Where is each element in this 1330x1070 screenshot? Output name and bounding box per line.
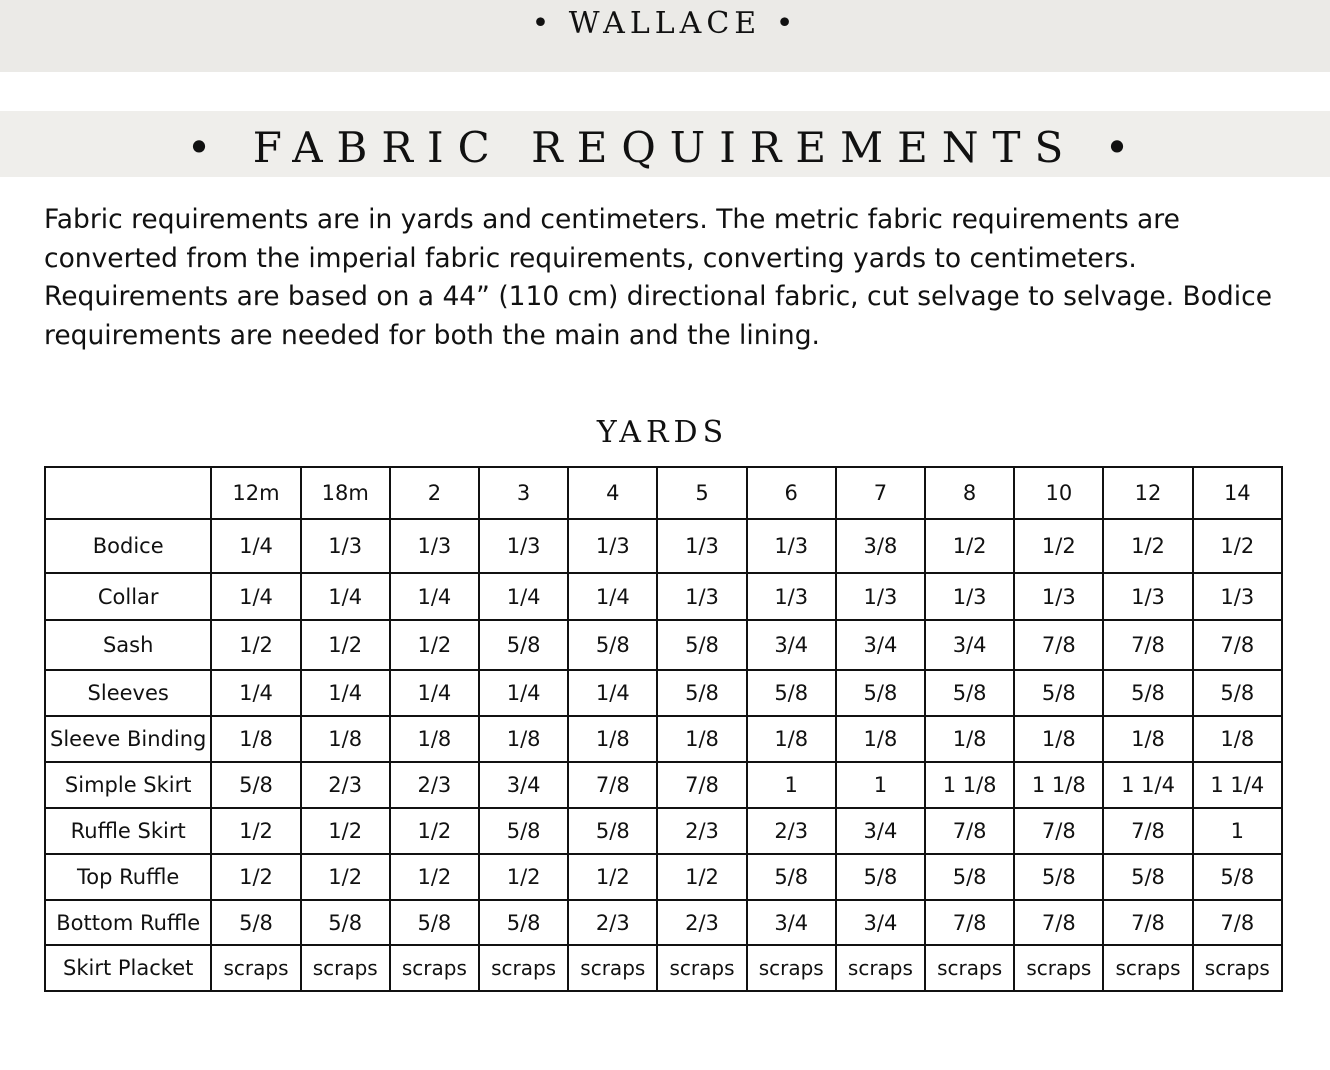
table-cell: 5/8 xyxy=(211,762,300,808)
table-row xyxy=(45,573,1282,620)
table-cell: 3/4 xyxy=(747,900,836,945)
table-row xyxy=(45,670,1282,716)
row-label: Sleeves xyxy=(45,670,211,716)
table-cell: 1/2 xyxy=(390,620,479,670)
table-cell: scraps xyxy=(479,945,568,991)
table-cell: 7/8 xyxy=(1014,808,1103,854)
table-cell: 5/8 xyxy=(568,620,657,670)
table-cell: 1/3 xyxy=(747,519,836,573)
table-cell: 1/3 xyxy=(1103,573,1192,620)
table-cell: 1 1/8 xyxy=(925,762,1014,808)
table-cell: 5/8 xyxy=(657,620,746,670)
size-header-cell: 2 xyxy=(390,467,479,519)
table-cell: 1/4 xyxy=(390,573,479,620)
table-cell: 1/8 xyxy=(1193,716,1282,762)
table-cell: 5/8 xyxy=(1103,670,1192,716)
table-cell: 5/8 xyxy=(925,670,1014,716)
table-cell: 5/8 xyxy=(836,854,925,900)
table-cell: 5/8 xyxy=(1193,670,1282,716)
table-cell: 2/3 xyxy=(657,900,746,945)
table-row xyxy=(45,945,1282,991)
table-cell: 1/4 xyxy=(301,670,390,716)
table-cell: 1/2 xyxy=(390,808,479,854)
fabric-requirements-table xyxy=(44,466,1283,992)
table-cell: 1 xyxy=(836,762,925,808)
table-cell: 1/4 xyxy=(568,573,657,620)
table-cell: 1/4 xyxy=(301,573,390,620)
table-cell: 5/8 xyxy=(479,620,568,670)
table-cell: 1 xyxy=(747,762,836,808)
table-cell: 5/8 xyxy=(836,670,925,716)
table-cell: 1/8 xyxy=(301,716,390,762)
table-cell: 1/2 xyxy=(390,854,479,900)
table-cell: 7/8 xyxy=(1103,620,1192,670)
table-cell: scraps xyxy=(211,945,300,991)
table-cell: 1/8 xyxy=(657,716,746,762)
table-cell: 1/3 xyxy=(925,573,1014,620)
table-cell: 1/4 xyxy=(211,519,300,573)
table-row xyxy=(45,854,1282,900)
table-cell: 5/8 xyxy=(479,808,568,854)
table-cell: 5/8 xyxy=(747,854,836,900)
table-cell: 5/8 xyxy=(747,670,836,716)
table-cell: 1 xyxy=(1193,808,1282,854)
table-cell: 1/2 xyxy=(211,620,300,670)
size-header-cell: 5 xyxy=(657,467,746,519)
table-cell: 7/8 xyxy=(1193,900,1282,945)
table-cell: 1/3 xyxy=(657,573,746,620)
table-cell: 7/8 xyxy=(657,762,746,808)
table-cell: 1/8 xyxy=(479,716,568,762)
table-cell: 1 1/4 xyxy=(1103,762,1192,808)
table-cell: 1/3 xyxy=(479,519,568,573)
table-row xyxy=(45,620,1282,670)
size-header-cell: 3 xyxy=(479,467,568,519)
size-header-row xyxy=(45,467,1282,519)
table-cell: scraps xyxy=(657,945,746,991)
table-cell: scraps xyxy=(1014,945,1103,991)
table-cell: 2/3 xyxy=(390,762,479,808)
table-cell: 1/3 xyxy=(390,519,479,573)
table-cell: scraps xyxy=(747,945,836,991)
size-header-cell: 12 xyxy=(1103,467,1192,519)
table-cell: 1/8 xyxy=(836,716,925,762)
table-cell: 3/4 xyxy=(479,762,568,808)
table-cell: 5/8 xyxy=(390,900,479,945)
table-heading: YARDS xyxy=(596,415,729,450)
table-body xyxy=(45,519,1282,991)
table-cell: 1/8 xyxy=(568,716,657,762)
table-cell: 1/2 xyxy=(657,854,746,900)
section-title: • FABRIC REQUIREMENTS • xyxy=(186,123,1144,172)
row-label: Sleeve Binding xyxy=(45,716,211,762)
size-header-cell: 7 xyxy=(836,467,925,519)
table-cell: 7/8 xyxy=(925,900,1014,945)
table-cell: 2/3 xyxy=(568,900,657,945)
row-label: Ruffle Skirt xyxy=(45,808,211,854)
table-cell: 1/2 xyxy=(479,854,568,900)
size-header-cell: 14 xyxy=(1193,467,1282,519)
table-cell: 5/8 xyxy=(657,670,746,716)
table-cell: 1/3 xyxy=(301,519,390,573)
table-cell: 5/8 xyxy=(479,900,568,945)
table-cell: 3/4 xyxy=(747,620,836,670)
table-cell: 1/3 xyxy=(747,573,836,620)
row-label: Sash xyxy=(45,620,211,670)
table-cell: 1/3 xyxy=(1014,573,1103,620)
table-cell: 1 1/8 xyxy=(1014,762,1103,808)
table-cell: 1/3 xyxy=(836,573,925,620)
table-cell: 7/8 xyxy=(1103,900,1192,945)
table-cell: 1/8 xyxy=(1014,716,1103,762)
table-row xyxy=(45,762,1282,808)
table-cell: 1/2 xyxy=(1014,519,1103,573)
table-cell: 1 1/4 xyxy=(1193,762,1282,808)
size-header-cell: 18m xyxy=(301,467,390,519)
table-row xyxy=(45,900,1282,945)
table-cell: 5/8 xyxy=(1193,854,1282,900)
table-cell: 1/2 xyxy=(301,620,390,670)
table-cell: 1/3 xyxy=(568,519,657,573)
row-label: Skirt Placket xyxy=(45,945,211,991)
table-cell: scraps xyxy=(925,945,1014,991)
table-cell: scraps xyxy=(301,945,390,991)
table-cell: 3/4 xyxy=(836,620,925,670)
table-cell: 2/3 xyxy=(301,762,390,808)
row-label: Bottom Ruffle xyxy=(45,900,211,945)
table-cell: 1/8 xyxy=(747,716,836,762)
table-cell: 1/2 xyxy=(301,808,390,854)
table-cell: scraps xyxy=(836,945,925,991)
size-header-cell: 4 xyxy=(568,467,657,519)
table-cell: 5/8 xyxy=(1014,670,1103,716)
table-cell: 1/8 xyxy=(390,716,479,762)
table-cell: 1/2 xyxy=(568,854,657,900)
pattern-name: • WALLACE • xyxy=(531,6,799,41)
table-cell: 2/3 xyxy=(747,808,836,854)
table-cell: 5/8 xyxy=(1103,854,1192,900)
row-label: Simple Skirt xyxy=(45,762,211,808)
table-cell: 7/8 xyxy=(1014,900,1103,945)
table-cell: scraps xyxy=(390,945,479,991)
table-cell: 1/3 xyxy=(1193,573,1282,620)
table-cell: 5/8 xyxy=(301,900,390,945)
row-label: Collar xyxy=(45,573,211,620)
table-cell: 1/2 xyxy=(211,854,300,900)
table-cell: 7/8 xyxy=(1014,620,1103,670)
table-cell: 1/4 xyxy=(479,573,568,620)
table-cell: 5/8 xyxy=(925,854,1014,900)
table-row xyxy=(45,519,1282,573)
table-cell: 1/4 xyxy=(479,670,568,716)
size-header-cell: 10 xyxy=(1014,467,1103,519)
table-cell: 3/4 xyxy=(925,620,1014,670)
table-cell: 1/3 xyxy=(657,519,746,573)
table-cell: 7/8 xyxy=(925,808,1014,854)
table-cell: 3/8 xyxy=(836,519,925,573)
table-cell: 1/4 xyxy=(211,573,300,620)
table-cell: scraps xyxy=(1193,945,1282,991)
table-cell: 1/4 xyxy=(568,670,657,716)
size-header-cell: 6 xyxy=(747,467,836,519)
table-cell: 1/4 xyxy=(211,670,300,716)
table-row xyxy=(45,808,1282,854)
table-cell: 1/8 xyxy=(925,716,1014,762)
table-cell: 7/8 xyxy=(1103,808,1192,854)
table-cell: scraps xyxy=(1103,945,1192,991)
table-cell: 5/8 xyxy=(211,900,300,945)
table-cell: scraps xyxy=(568,945,657,991)
table-cell: 1/2 xyxy=(1103,519,1192,573)
table-row xyxy=(45,716,1282,762)
size-header-cell: 12m xyxy=(211,467,300,519)
table-cell: 1/2 xyxy=(301,854,390,900)
intro-paragraph: Fabric requirements are in yards and centimeters. The metric fabric requirements are converted from the imperial fabric requirements, converting yards to centimeters. Requirements are based on a 44” (110 cm) directional fabric, cut selvage to selvage. Bodice requirements are needed for both the main and the lining. xyxy=(44,204,1272,351)
table-cell: 1/2 xyxy=(211,808,300,854)
table-cell: 7/8 xyxy=(568,762,657,808)
table-cell: 1/2 xyxy=(925,519,1014,573)
table-cell: 5/8 xyxy=(1014,854,1103,900)
row-label: Bodice xyxy=(45,519,211,573)
row-label: Top Ruffle xyxy=(45,854,211,900)
size-header-cell: 8 xyxy=(925,467,1014,519)
table-cell: 3/4 xyxy=(836,808,925,854)
table-cell: 1/4 xyxy=(390,670,479,716)
table-cell: 5/8 xyxy=(568,808,657,854)
corner-cell xyxy=(45,467,211,519)
table-cell: 1/2 xyxy=(1193,519,1282,573)
table-cell: 7/8 xyxy=(1193,620,1282,670)
table-cell: 3/4 xyxy=(836,900,925,945)
table-cell: 1/8 xyxy=(1103,716,1192,762)
table-cell: 2/3 xyxy=(657,808,746,854)
table-cell: 1/8 xyxy=(211,716,300,762)
